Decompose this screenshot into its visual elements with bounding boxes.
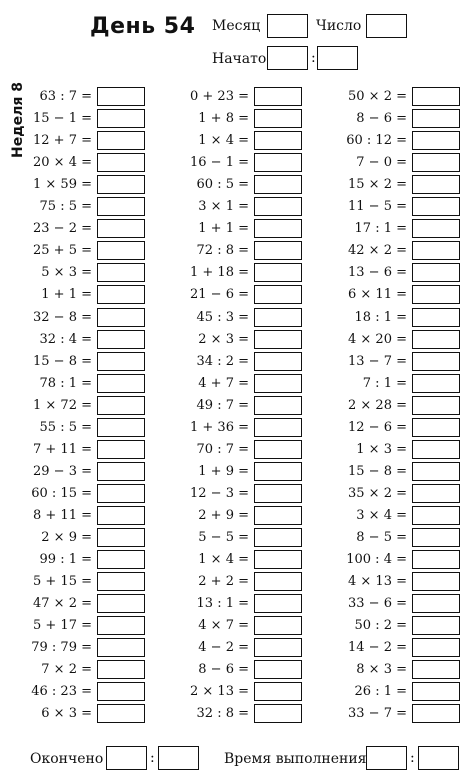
exercise-expression: 15 − 8 = [348,464,407,479]
exercise-expression: 6 × 3 = [41,706,92,721]
exercise-expression: 3 × 1 = [198,199,249,214]
exercise-expression: 47 × 2 = [33,596,92,611]
exercise-expression: 4 − 2 = [198,640,249,655]
answer-box[interactable] [412,418,460,437]
answer-box[interactable] [412,352,460,371]
exercise-expression: 13 − 6 = [348,265,407,280]
exercise-expression: 14 − 2 = [348,640,407,655]
started-minutes-field[interactable] [317,46,358,70]
exercise-expression: 1 + 18 = [190,265,249,280]
answer-box[interactable] [97,616,145,635]
exercise-expression: 5 × 3 = [41,265,92,280]
answer-box[interactable] [254,704,302,723]
exercise-expression: 3 × 4 = [356,508,407,523]
exercise-expression: 33 − 6 = [348,596,407,611]
exercise-expression: 50 × 2 = [348,89,407,104]
answer-box[interactable] [412,109,460,128]
answer-box[interactable] [97,241,145,260]
answer-box[interactable] [412,219,460,238]
exercise-expression: 60 : 5 = [196,177,249,192]
answer-box[interactable] [412,572,460,591]
answer-box[interactable] [97,638,145,657]
answer-box[interactable] [254,131,302,150]
answer-box[interactable] [97,131,145,150]
answer-box[interactable] [412,638,460,657]
answer-box[interactable] [412,506,460,525]
exercise-expression: 7 + 11 = [33,442,92,457]
exercise-expression: 2 × 28 = [348,398,407,413]
exercise-expression: 46 : 23 = [31,684,92,699]
exercise-expression: 0 + 23 = [190,89,249,104]
exercise-expression: 2 × 9 = [41,530,92,545]
exercise-expression: 1 + 1 = [198,221,249,236]
answer-box[interactable] [254,440,302,459]
answer-box[interactable] [254,352,302,371]
exercise-expression: 17 : 1 = [354,221,407,236]
exercise-expression: 13 − 7 = [348,354,407,369]
started-colon: : [311,50,316,66]
answer-box[interactable] [412,374,460,393]
answer-box[interactable] [254,660,302,679]
answer-box[interactable] [97,285,145,304]
exercise-expression: 5 − 5 = [198,530,249,545]
month-label: Месяц [212,18,261,34]
exercise-expression: 45 : 3 = [196,310,249,325]
answer-box[interactable] [254,330,302,349]
date-label: Число [316,18,362,34]
answer-box[interactable] [412,87,460,106]
answer-box[interactable] [254,638,302,657]
exercise-expression: 8 − 6 = [356,111,407,126]
answer-box[interactable] [254,241,302,260]
week-label: Неделя 8 [10,82,26,158]
answer-box[interactable] [412,550,460,569]
exercise-expression: 99 : 1 = [39,552,92,567]
answer-box[interactable] [412,153,460,172]
answer-box[interactable] [97,87,145,106]
answer-box[interactable] [97,682,145,701]
exercise-expression: 2 × 13 = [190,684,249,699]
exercise-expression: 7 − 0 = [356,155,407,170]
answer-box[interactable] [97,660,145,679]
started-hours-field[interactable] [267,46,308,70]
exercise-expression: 60 : 12 = [346,133,407,148]
answer-box[interactable] [254,550,302,569]
finished-minutes-field[interactable] [158,746,199,770]
exercise-expression: 2 + 2 = [198,574,249,589]
exercise-expression: 1 × 4 = [198,552,249,567]
answer-box[interactable] [254,572,302,591]
exercise-expression: 23 − 2 = [33,221,92,236]
exercise-expression: 1 + 8 = [198,111,249,126]
answer-box[interactable] [412,175,460,194]
exercise-expression: 4 × 20 = [348,332,407,347]
answer-box[interactable] [254,285,302,304]
exercise-expression: 34 : 2 = [196,354,249,369]
date-field[interactable] [366,14,407,38]
exercise-expression: 60 : 15 = [31,486,92,501]
exercise-expression: 55 : 5 = [39,420,92,435]
exercise-expression: 49 : 7 = [196,398,249,413]
answer-box[interactable] [254,175,302,194]
answer-box[interactable] [412,440,460,459]
exercise-expression: 63 : 7 = [39,89,92,104]
answer-box[interactable] [254,396,302,415]
answer-box[interactable] [254,109,302,128]
duration-hours-field[interactable] [366,746,407,770]
answer-box[interactable] [412,197,460,216]
page-title: День 54 [90,14,196,39]
answer-box[interactable] [412,308,460,327]
answer-box[interactable] [254,506,302,525]
exercise-expression: 4 + 7 = [198,376,249,391]
exercise-expression: 1 + 9 = [198,464,249,479]
exercise-expression: 5 + 15 = [33,574,92,589]
answer-box[interactable] [254,374,302,393]
exercise-expression: 78 : 1 = [39,376,92,391]
answer-box[interactable] [412,241,460,260]
answer-box[interactable] [412,484,460,503]
exercise-expression: 4 × 13 = [348,574,407,589]
answer-box[interactable] [254,682,302,701]
exercise-expression: 2 + 9 = [198,508,249,523]
exercise-expression: 12 − 3 = [190,486,249,501]
exercise-expression: 8 − 6 = [198,662,249,677]
exercise-expression: 1 × 59 = [33,177,92,192]
answer-box[interactable] [97,704,145,723]
exercise-expression: 16 − 1 = [190,155,249,170]
answer-box[interactable] [97,175,145,194]
answer-box[interactable] [254,263,302,282]
finished-hours-field[interactable] [106,746,147,770]
exercise-expression: 29 − 3 = [33,464,92,479]
answer-box[interactable] [412,660,460,679]
exercise-expression: 42 × 2 = [348,243,407,258]
answer-box[interactable] [412,131,460,150]
answer-box[interactable] [412,263,460,282]
answer-box[interactable] [97,374,145,393]
answer-box[interactable] [412,462,460,481]
exercise-expression: 1 + 1 = [41,287,92,302]
exercise-expression: 18 : 1 = [354,310,407,325]
exercise-expression: 12 + 7 = [33,133,92,148]
exercise-expression: 1 + 36 = [190,420,249,435]
answer-box[interactable] [97,197,145,216]
month-field[interactable] [267,14,308,38]
finished-label: Окончено [30,751,104,767]
exercise-expression: 25 + 5 = [33,243,92,258]
answer-box[interactable] [97,462,145,481]
answer-box[interactable] [97,219,145,238]
exercise-expression: 8 − 5 = [356,530,407,545]
answer-box[interactable] [412,616,460,635]
duration-minutes-field[interactable] [418,746,459,770]
duration-colon: : [410,750,415,766]
exercise-expression: 75 : 5 = [39,199,92,214]
duration-label: Время выполнения [224,751,367,767]
exercise-expression: 7 × 2 = [41,662,92,677]
exercise-expression: 15 × 2 = [348,177,407,192]
answer-box[interactable] [97,572,145,591]
answer-box[interactable] [412,396,460,415]
exercise-expression: 7 : 1 = [362,376,407,391]
answer-box[interactable] [97,263,145,282]
answer-box[interactable] [254,418,302,437]
answer-box[interactable] [97,550,145,569]
exercise-expression: 32 − 8 = [33,310,92,325]
answer-box[interactable] [254,616,302,635]
exercise-expression: 70 : 7 = [196,442,249,457]
exercise-expression: 33 − 7 = [348,706,407,721]
answer-box[interactable] [254,484,302,503]
answer-box[interactable] [412,704,460,723]
answer-box[interactable] [254,462,302,481]
answer-box[interactable] [412,330,460,349]
exercise-expression: 6 × 11 = [348,287,407,302]
exercise-expression: 1 × 4 = [198,133,249,148]
exercise-expression: 4 × 7 = [198,618,249,633]
exercise-expression: 72 : 8 = [196,243,249,258]
answer-box[interactable] [412,682,460,701]
exercise-expression: 15 − 8 = [33,354,92,369]
answer-box[interactable] [412,594,460,613]
exercise-expression: 1 × 72 = [33,398,92,413]
exercise-expression: 8 × 3 = [356,662,407,677]
exercise-expression: 2 × 3 = [198,332,249,347]
exercise-expression: 15 − 1 = [33,111,92,126]
exercise-expression: 79 : 79 = [31,640,92,655]
answer-box[interactable] [97,418,145,437]
answer-box[interactable] [97,153,145,172]
answer-box[interactable] [97,506,145,525]
answer-box[interactable] [97,396,145,415]
answer-box[interactable] [97,440,145,459]
exercise-expression: 20 × 4 = [33,155,92,170]
answer-box[interactable] [254,528,302,547]
answer-box[interactable] [97,308,145,327]
exercise-expression: 26 : 1 = [354,684,407,699]
started-label: Начато [212,51,267,67]
answer-box[interactable] [97,352,145,371]
answer-box[interactable] [254,594,302,613]
answer-box[interactable] [254,197,302,216]
exercise-expression: 12 − 6 = [348,420,407,435]
exercise-expression: 32 : 4 = [39,332,92,347]
exercise-expression: 100 : 4 = [346,552,407,567]
answer-box[interactable] [97,594,145,613]
answer-box[interactable] [97,484,145,503]
exercise-expression: 11 − 5 = [348,199,407,214]
answer-box[interactable] [97,330,145,349]
exercise-expression: 32 : 8 = [196,706,249,721]
answer-box[interactable] [412,285,460,304]
answer-box[interactable] [97,528,145,547]
answer-box[interactable] [254,87,302,106]
exercise-expression: 8 + 11 = [33,508,92,523]
answer-box[interactable] [254,308,302,327]
exercise-expression: 1 × 3 = [356,442,407,457]
answer-box[interactable] [254,153,302,172]
exercise-expression: 35 × 2 = [348,486,407,501]
exercise-expression: 5 + 17 = [33,618,92,633]
answer-box[interactable] [97,109,145,128]
answer-box[interactable] [254,219,302,238]
exercise-expression: 50 : 2 = [354,618,407,633]
exercise-expression: 13 : 1 = [196,596,249,611]
exercise-expression: 21 − 6 = [190,287,249,302]
answer-box[interactable] [412,528,460,547]
finished-colon: : [150,750,155,766]
